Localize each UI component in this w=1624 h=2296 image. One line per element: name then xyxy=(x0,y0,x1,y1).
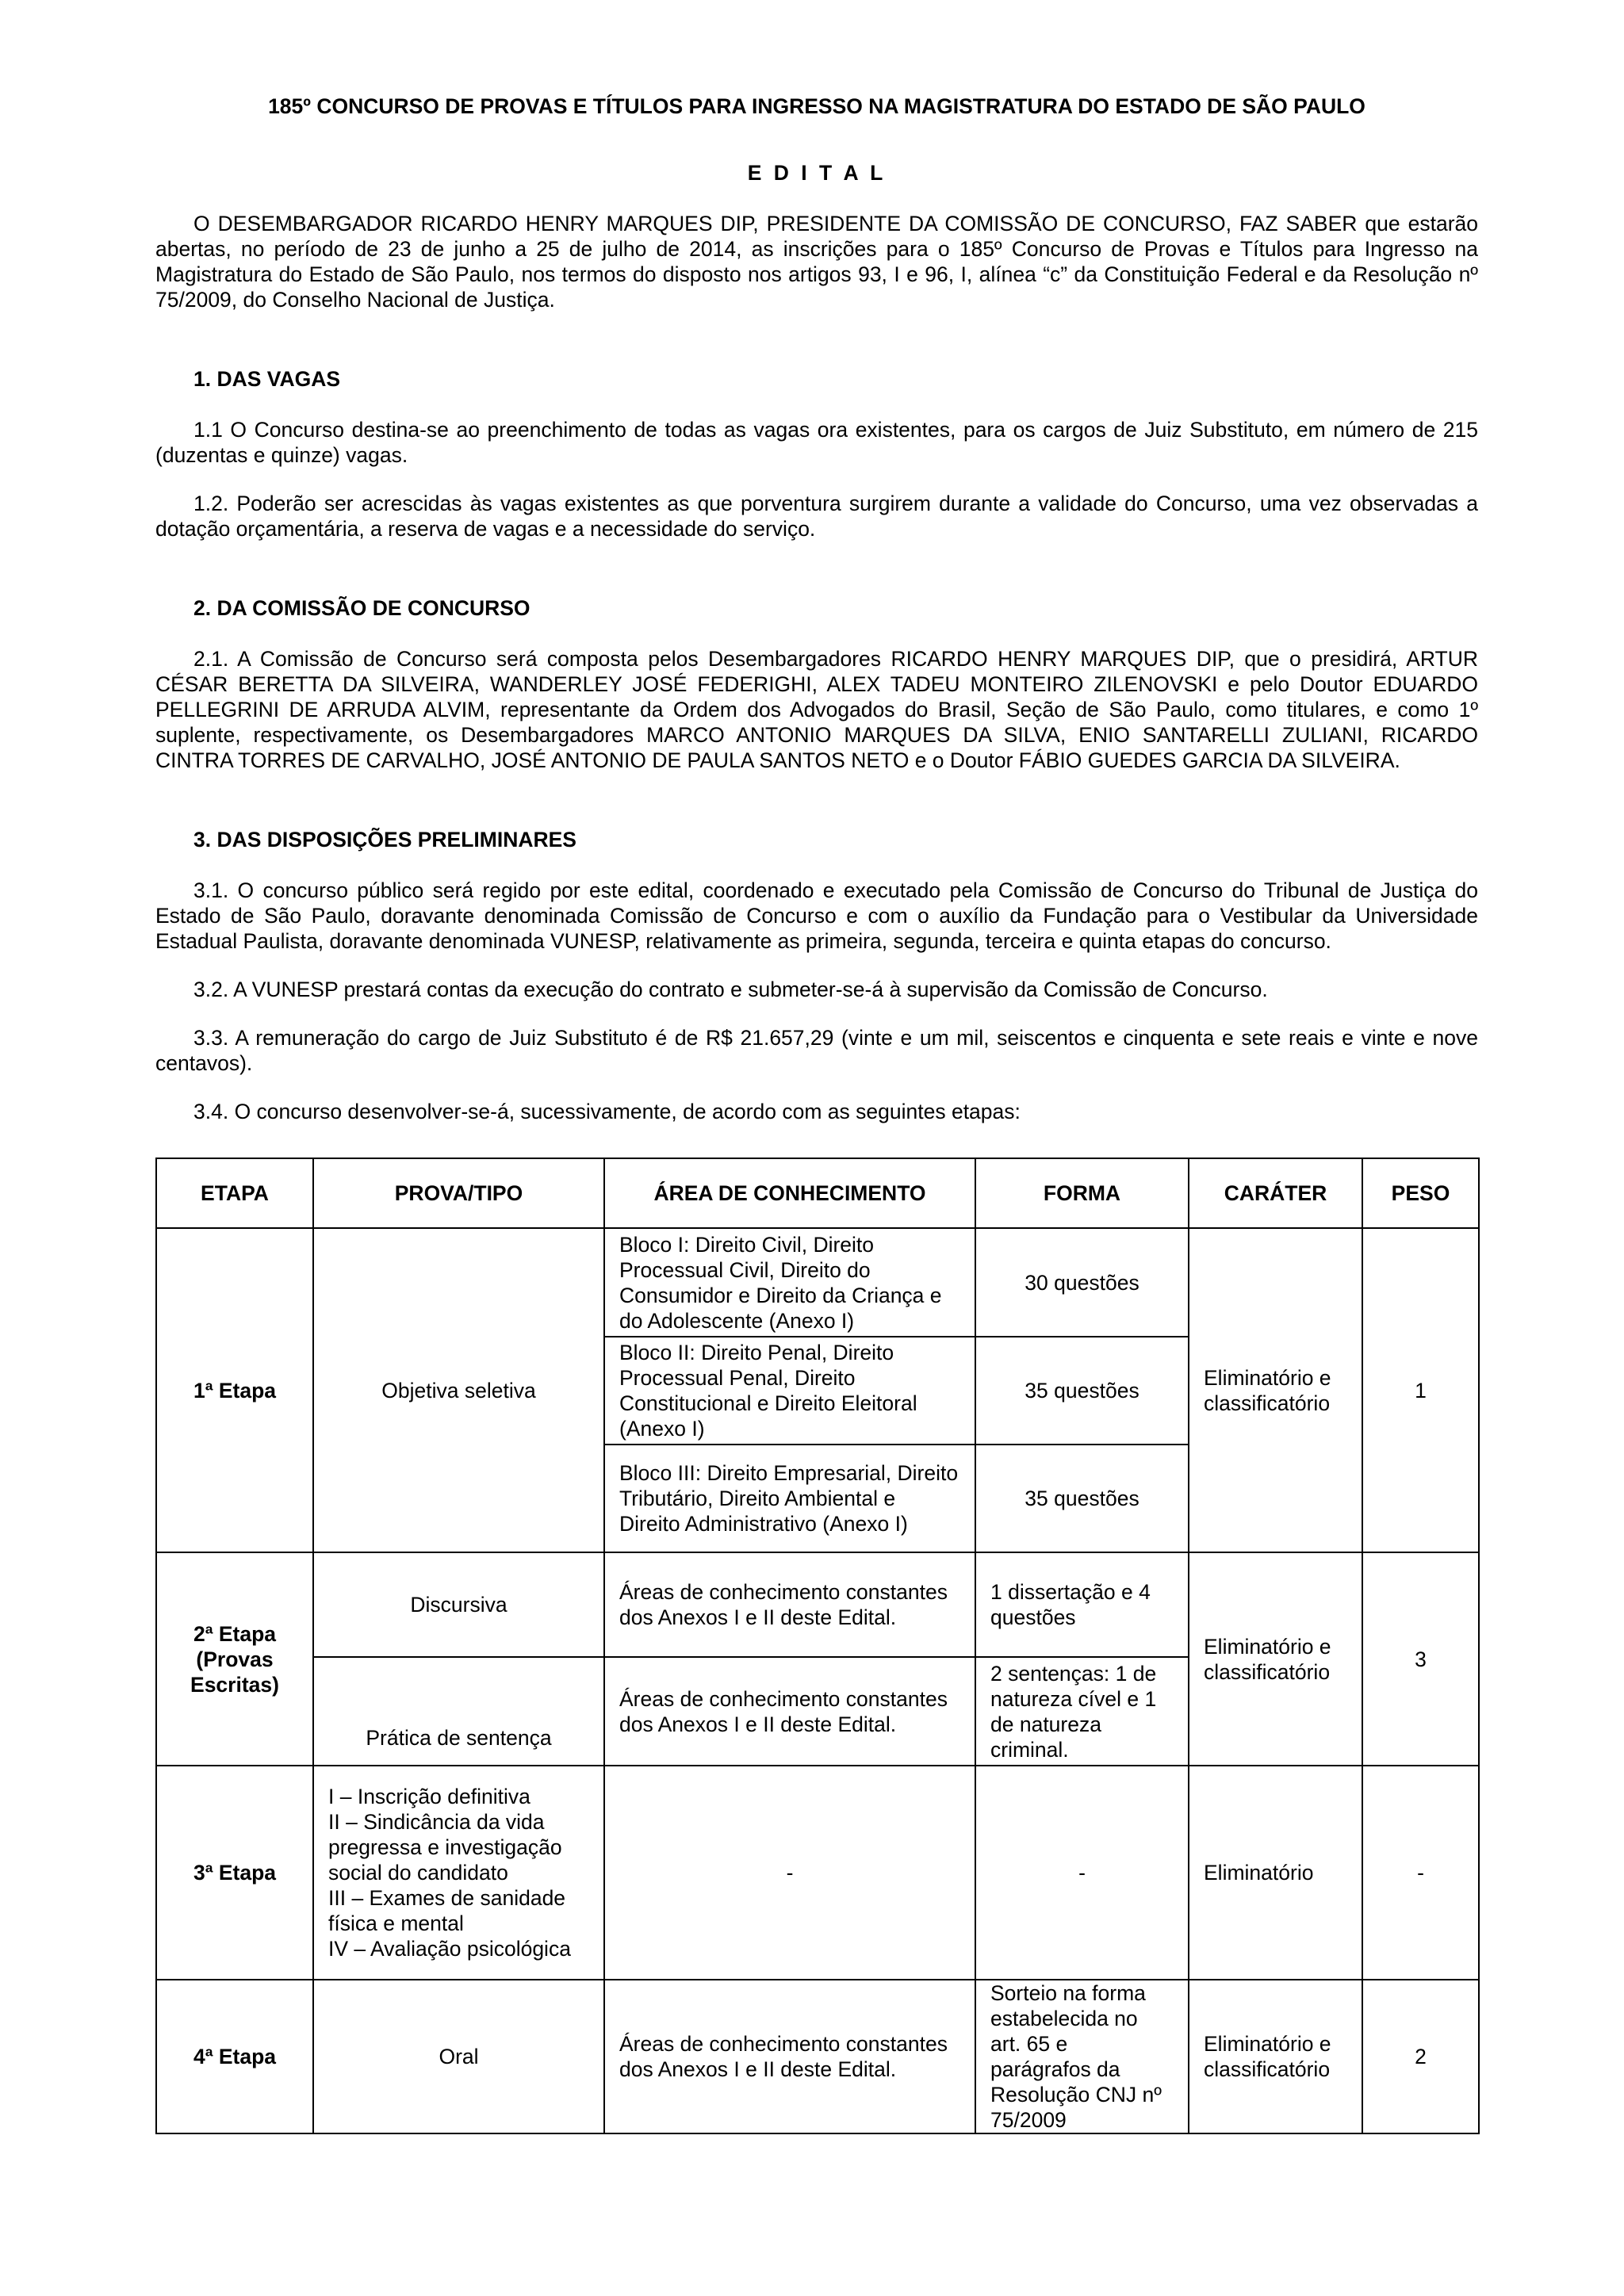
intro-paragraph: O DESEMBARGADOR RICARDO HENRY MARQUES DIP, PRESIDENTE DA COMISSÃO DE CONCURSO, FAZ SABER que estarão abertas, no período de 23 de junho a 25 de julho de 2014, as inscrições para o 185º Concurso de Provas e Títulos para Ingresso na Magistratura do Estado de São Paulo, nos termos do disposto nos artigos 93, I e 96, I, alínea “c” da Constituição Federal e da Resolução nº 75/2009, do Conselho Nacional de Justiça. xyxy=(155,212,1478,312)
etapa-cell: 1ª Etapa xyxy=(156,1228,313,1552)
prova-line: III – Exames de sanidade física e mental xyxy=(328,1886,566,1935)
paragraph-1-1: 1.1 O Concurso destina-se ao preenchimento de todas as vagas ora existentes, para os cargos de Juiz Substituto, em número de 215 (duzentas e quinze) vagas. xyxy=(155,418,1478,467)
carater-cell: Eliminatório e classificatório xyxy=(1189,1552,1362,1766)
column-header: ETAPA xyxy=(156,1158,313,1228)
area-cell: Áreas de conhecimento constantes dos Anexos I e II deste Edital. xyxy=(604,1657,975,1766)
paragraph-1-2: 1.2. Poderão ser acrescidas às vagas existentes as que porventura surgirem durante a validade do Concurso, uma vez observadas a dotação orçamentária, a reserva de vagas e a necessidade do serviço. xyxy=(155,492,1478,541)
prova-cell: Oral xyxy=(313,1980,604,2133)
prova-cell: Prática de sentença xyxy=(313,1657,604,1766)
etapas-table xyxy=(155,1158,1480,2134)
table-row xyxy=(156,1228,1479,1337)
etapa-cell: 2ª Etapa (Provas Escritas) xyxy=(156,1552,313,1766)
prova-cell: Objetiva seletiva xyxy=(313,1228,604,1552)
carater-cell: Eliminatório e classificatório xyxy=(1189,1980,1362,2133)
forma-cell: 35 questões xyxy=(975,1337,1189,1445)
section-heading-comissao: 2. DA COMISSÃO DE CONCURSO xyxy=(193,596,530,620)
section-heading-vagas: 1. DAS VAGAS xyxy=(193,367,341,391)
forma-cell: 30 questões xyxy=(975,1228,1189,1337)
column-header: PESO xyxy=(1362,1158,1479,1228)
column-header: CARÁTER xyxy=(1189,1158,1362,1228)
prova-line: IV – Avaliação psicológica xyxy=(328,1937,571,1961)
area-cell: Bloco II: Direito Penal, Direito Processual Penal, Direito Constitucional e Direito Eleitoral (Anexo I) xyxy=(604,1337,975,1445)
etapa-cell: 3ª Etapa xyxy=(156,1766,313,1980)
column-header: PROVA/TIPO xyxy=(313,1158,604,1228)
document-title: 185º CONCURSO DE PROVAS E TÍTULOS PARA INGRESSO NA MAGISTRATURA DO ESTADO DE SÃO PAULO xyxy=(268,94,1365,118)
prova-line: II – Sindicância da vida pregressa e investigação social do candidato xyxy=(328,1810,562,1885)
area-cell: Bloco I: Direito Civil, Direito Processual Civil, Direito do Consumidor e Direito da Criança e do Adolescente (Anexo I) xyxy=(604,1228,975,1337)
section-heading-disposicoes: 3. DAS DISPOSIÇÕES PRELIMINARES xyxy=(193,828,576,851)
column-header: FORMA xyxy=(975,1158,1189,1228)
forma-cell: 1 dissertação e 4 questões xyxy=(975,1552,1189,1657)
column-header: ÁREA DE CONHECIMENTO xyxy=(604,1158,975,1228)
peso-cell: 3 xyxy=(1362,1552,1479,1766)
peso-cell: - xyxy=(1362,1766,1479,1980)
table-row xyxy=(156,1766,1479,1980)
prova-cell: Discursiva xyxy=(313,1552,604,1657)
forma-cell: 35 questões xyxy=(975,1445,1189,1552)
prova-cell xyxy=(313,1766,604,1980)
forma-cell: 2 sentenças: 1 de natureza cível e 1 de natureza criminal. xyxy=(975,1657,1189,1766)
paragraph-3-2: 3.2. A VUNESP prestará contas da execução do contrato e submeter-se-á à supervisão da Comissão de Concurso. xyxy=(193,978,1268,1001)
area-cell: Áreas de conhecimento constantes dos Anexos I e II deste Edital. xyxy=(604,1980,975,2133)
forma-cell: - xyxy=(975,1766,1189,1980)
paragraph-3-1: 3.1. O concurso público será regido por este edital, coordenado e executado pela Comissão de Concurso do Tribunal de Justiça do Estado de São Paulo, doravante denominada Comissão de Concurso e com o auxílio da Fundação para o Vestibular da Universidade Estadual Paulista, doravante denominada VUNESP, relativamente as primeira, segunda, terceira e quinta etapas do concurso. xyxy=(155,878,1478,953)
paragraph-2-1: 2.1. A Comissão de Concurso será composta pelos Desembargadores RICARDO HENRY MARQUES DIP, que o presidirá, ARTUR CÉSAR BERETTA DA SILVEIRA, WANDERLEY JOSÉ FEDERIGHI, ALEX TADEU MONTEIRO ZILENOVSKI e pelo Doutor EDUARDO PELLEGRINI DE ARRUDA ALVIM, representante da Ordem dos Advogados do Brasil, Seção de São Paulo, como titulares, e como 1º suplente, respectivamente, os Desembargadores MARCO ANTONIO MARQUES DA SILVA, ENIO SANTARELLI ZULIANI, RICARDO CINTRA TORRES DE CARVALHO, JOSÉ ANTONIO DE PAULA SANTOS NETO e o Doutor FÁBIO GUEDES GARCIA DA SILVEIRA. xyxy=(155,647,1478,772)
area-cell: Áreas de conhecimento constantes dos Anexos I e II deste Edital. xyxy=(604,1552,975,1657)
carater-cell: Eliminatório e classificatório xyxy=(1189,1228,1362,1552)
table-row xyxy=(156,1980,1479,2133)
table-header-row xyxy=(156,1158,1479,1228)
peso-cell: 1 xyxy=(1362,1228,1479,1552)
edital-heading: E D I T A L xyxy=(747,161,887,185)
paragraph-3-4: 3.4. O concurso desenvolver-se-á, sucessivamente, de acordo com as seguintes etapas: xyxy=(193,1100,1021,1123)
prova-line: I – Inscrição definitiva xyxy=(328,1785,530,1808)
forma-cell: Sorteio na forma estabelecida no art. 65 e parágrafos da Resolução CNJ nº 75/2009 xyxy=(975,1980,1189,2133)
peso-cell: 2 xyxy=(1362,1980,1479,2133)
etapa-cell: 4ª Etapa xyxy=(156,1980,313,2133)
carater-cell: Eliminatório xyxy=(1189,1766,1362,1980)
table-row xyxy=(156,1552,1479,1657)
document-body xyxy=(155,94,1478,1124)
paragraph-3-3: 3.3. A remuneração do cargo de Juiz Substituto é de R$ 21.657,29 (vinte e um mil, seiscentos e cinquenta e sete reais e vinte e nove centavos). xyxy=(155,1026,1478,1075)
area-cell: Bloco III: Direito Empresarial, Direito Tributário, Direito Ambiental e Direito Administrativo (Anexo I) xyxy=(604,1445,975,1552)
area-cell: - xyxy=(604,1766,975,1980)
